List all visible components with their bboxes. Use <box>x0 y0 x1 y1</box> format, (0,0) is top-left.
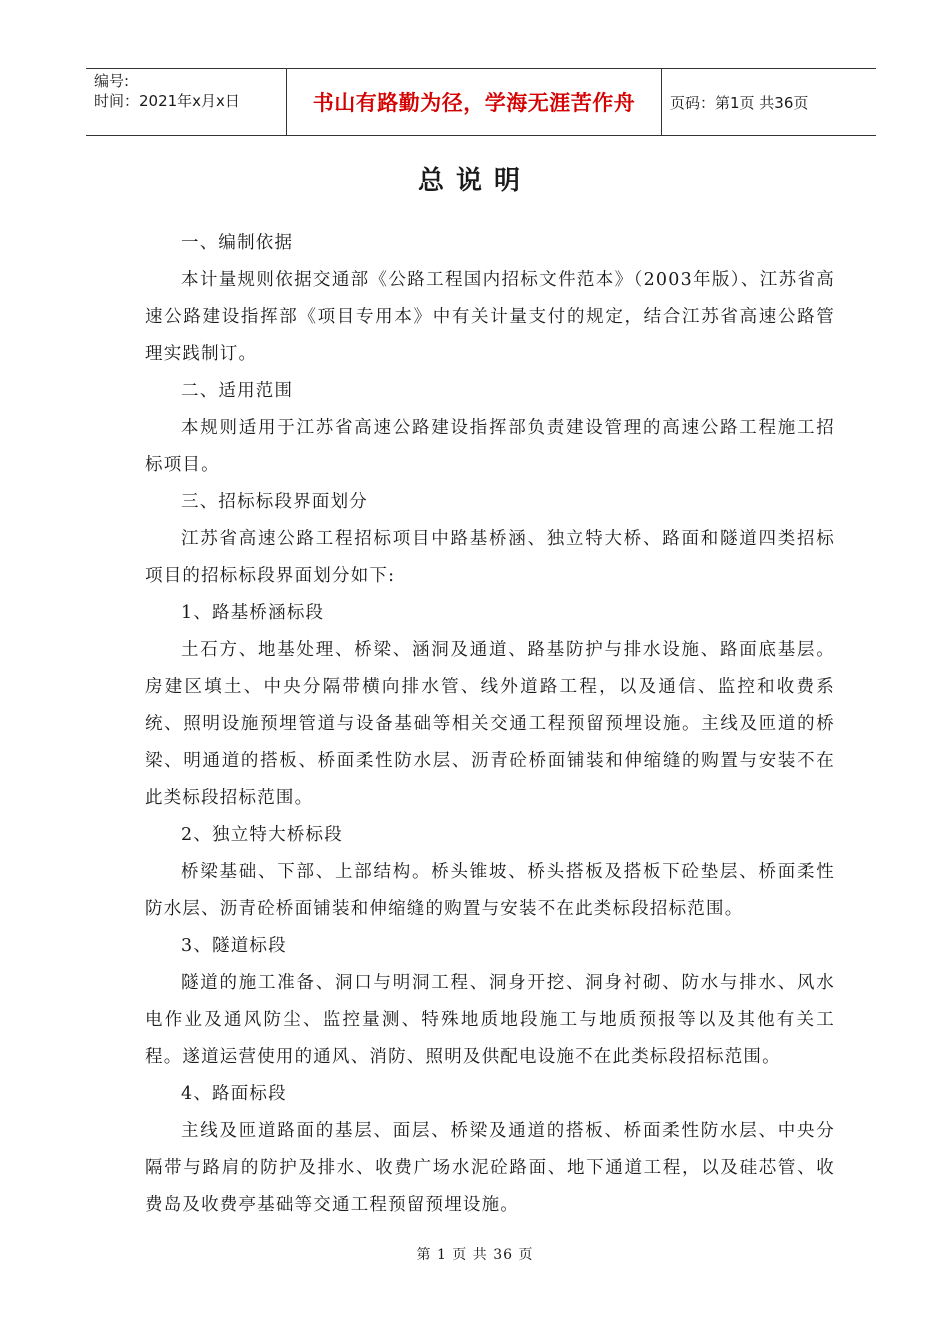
header-motto: 书山有路勤为径，学海无涯苦作舟 <box>286 69 662 135</box>
paragraph: 本规则适用于江苏省高速公路建设指挥部负责建设管理的高速公路工程施工招标项目。 <box>145 418 835 475</box>
subsection-heading: 1、路基桥涵标段 <box>181 603 325 623</box>
section-heading: 一、编制依据 <box>181 233 294 253</box>
number-label: 编号: <box>94 72 130 90</box>
header-info-cell <box>86 69 286 135</box>
subsection-heading: 2、独立特大桥标段 <box>181 825 343 845</box>
document-body <box>145 225 835 1224</box>
section-heading: 三、招标标段界面划分 <box>181 492 368 512</box>
header-page-info: 页码：第1页 共36页 <box>670 93 809 112</box>
paragraph: 主线及匝道路面的基层、面层、桥梁及通道的搭板、桥面柔性防水层、中央分隔带与路肩的防护及排水、收费广场水泥砼路面、地下通道工程，以及硅芯管、收费岛及收费亭基础等交通工程预留预埋设施。 <box>145 1121 835 1215</box>
subsection-heading: 3、隧道标段 <box>181 936 287 956</box>
document-title: 总说明 <box>417 166 532 196</box>
subsection-heading: 4、路面标段 <box>181 1084 287 1104</box>
paragraph: 土石方、地基处理、桥梁、涵洞及通道、路基防护与排水设施、路面底基层。房建区填土、中央分隔带横向排水管、线外道路工程，以及通信、监控和收费系统、照明设施预埋管道与设备基础等相关交通工程预留预埋设施。主线及匝道的桥梁、明通道的搭板、桥面柔性防水层、沥青砼桥面铺装和伸缩缝的购置与安装不在此类标段招标范围。 <box>145 640 835 808</box>
paragraph: 桥梁基础、下部、上部结构。桥头锥坡、桥头搭板及搭板下砼垫层、桥面柔性防水层、沥青砼桥面铺装和伸缩缝的购置与安装不在此类标段招标范围。 <box>145 862 835 919</box>
section-heading: 二、适用范围 <box>181 381 294 401</box>
time-label: 时间：2021年x月x日 <box>94 92 240 110</box>
paragraph: 隧道的施工准备、洞口与明洞工程、洞身开挖、洞身衬砌、防水与排水、风水电作业及通风防尘、监控量测、特殊地质地段施工与地质预报等以及其他有关工程。遂道运营使用的通风、消防、照明及供配电设施不在此类标段招标范围。 <box>145 973 835 1067</box>
page-footer: 第 1 页 共 36 页 <box>416 1247 534 1263</box>
paragraph: 江苏省高速公路工程招标项目中路基桥涵、独立特大桥、路面和隧道四类招标项目的招标标段界面划分如下: <box>145 529 835 586</box>
header-table <box>86 68 876 136</box>
paragraph: 本计量规则依据交通部《公路工程国内招标文件范本》（2003年版）、江苏省高速公路建设指挥部《项目专用本》中有关计量支付的规定，结合江苏省高速公路管理实践制订。 <box>145 270 835 364</box>
